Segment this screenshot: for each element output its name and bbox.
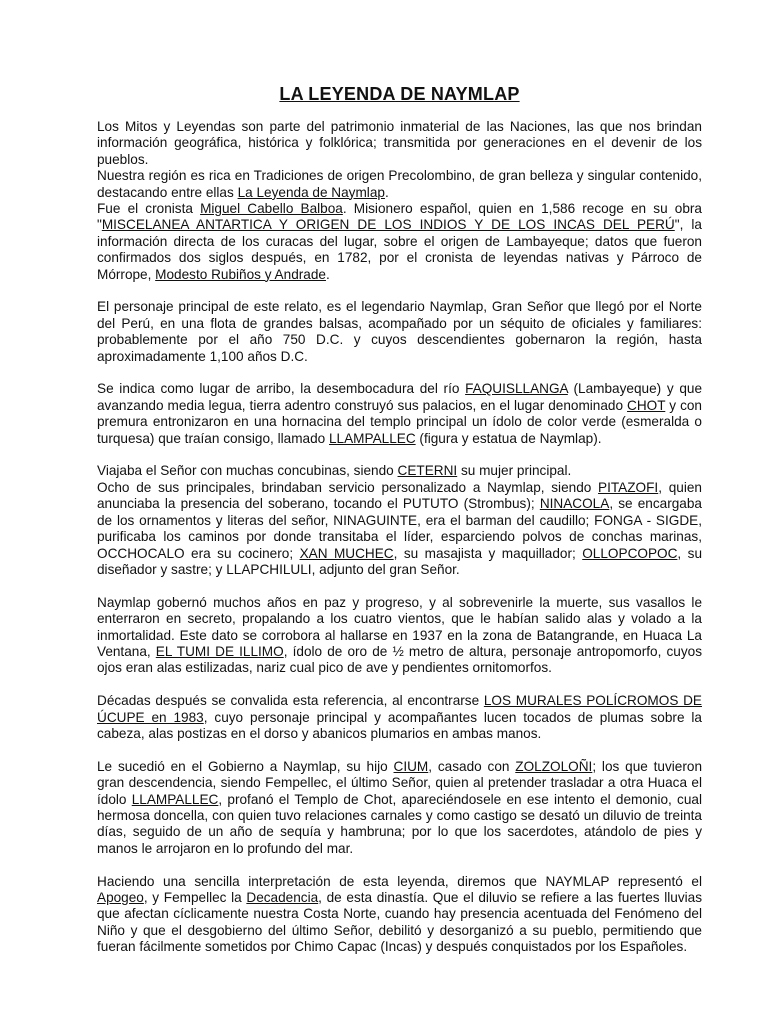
underlined-place: FAQUISLLANGA xyxy=(465,381,568,397)
underlined-artifact: EL TUMI DE ILLIMO xyxy=(155,643,284,659)
text-span: su mujer principal. xyxy=(457,463,572,479)
text-span: . Misionero español, quien en 1,586 recoge en su obra " xyxy=(97,201,702,233)
text-span: , su diseñador y sastre; y LLAPCHILULI, adjunto del gran Señor. xyxy=(97,545,702,577)
text-span: Ocho de sus principales, brindaban servicio personalizado a Naymlap, siendo xyxy=(97,479,599,495)
underlined-phrase: La Leyenda de Naymlap xyxy=(237,184,385,200)
text-span: (Lambayeque) y que avanzando media legua, tierra adentro construyó sus palacios, en el lugar denominado xyxy=(97,381,703,413)
underlined-name: Miguel Cabello Balboa xyxy=(200,201,343,217)
underlined-name: NINACOLA xyxy=(539,496,610,512)
underlined-name: PITAZOFI xyxy=(598,479,659,495)
paragraph-intro-line-1: Los Mitos y Leyendas son parte del patrimonio inmaterial de las Naciones, las que nos brindan información geográfica, histórica y folklórica; transmitida por generaciones en el devenir de los pueblos. xyxy=(97,119,702,167)
underlined-name: CETERNI xyxy=(397,463,458,479)
underlined-name: CIUM xyxy=(393,758,429,774)
text-span: Nuestra región es rica en Tradiciones de origen Precolombino, de gran belleza y singular contenido, destacando entre ellas xyxy=(97,168,702,200)
paragraph-succession xyxy=(97,759,702,857)
paragraph-court-line-1 xyxy=(97,463,702,479)
paragraph-intro xyxy=(97,119,702,283)
text-span: ", la información directa de los curacas del lugar, sobre el origen de Lambayeque; datos que fueron confirmados dos siglos después, en 1782, por el cronista de leyendas nativas y Párroco de Mórrope, xyxy=(97,217,702,282)
underlined-term: Decadencia xyxy=(246,889,319,905)
paragraph-murals xyxy=(97,693,702,742)
underlined-title: MISCELANEA ANTARTICA Y ORIGEN DE LOS INDIOS Y DE LOS INCAS DEL PERÚ xyxy=(101,217,675,233)
underlined-term: Apogeo xyxy=(97,889,144,905)
text-span: , casado con xyxy=(428,758,516,774)
text-span: , quien anunciaba la presencia del soberano, tocando el PUTUTO (Strombus); xyxy=(97,479,702,512)
paragraph-court xyxy=(97,463,702,578)
underlined-place: CHOT xyxy=(627,397,666,413)
paragraph-main-character: El personaje principal de este relato, es el legendario Naymlap, Gran Señor que llegó por el Norte del Perú, en una flota de grandes balsas, acompañado por un séquito de oficiales y familiares: probablemente por el año 750 D.C. y cuyos descendientes gobernaron la región, hasta aproximadamente 1,100 años D.C. xyxy=(97,299,702,364)
paragraph-intro-line-3 xyxy=(97,201,702,283)
text-span: Haciendo una sencilla interpretación de esta leyenda, diremos que NAYMLAP representó el xyxy=(97,873,702,889)
text-span: Fue el cronista xyxy=(97,201,201,217)
paragraph-arrival xyxy=(97,381,702,447)
text-span: Se indica como lugar de arribo, la desembocadura del río xyxy=(97,381,466,397)
text-span: Le sucedió en el Gobierno a Naymlap, su hijo xyxy=(97,758,394,774)
underlined-name: ZOLZOLOÑI xyxy=(515,758,593,774)
text-span: , se encargaba de los ornamentos y literas del señor, NINAGUINTE, era el barman del caudillo; FONGA - SIGDE, purificaba los caminos por donde transitaba el líder, esparciendo polvos de conchas marinas, OCCHOCALO era su cocinero; xyxy=(97,496,702,561)
text-span: , cuyo personaje principal y acompañantes lucen tocados de plumas sobre la cabeza, alas postizas en el dorso y abanicos plumarios en ambas manos. xyxy=(97,709,702,741)
text-span: . xyxy=(384,184,389,200)
text-span: . xyxy=(325,266,330,282)
text-span: , ídolo de oro de ½ metro de altura, personaje antropomorfo, cuyos ojos eran alas estilizadas, nariz cual pico de ave y pendientes ornitomorfos. xyxy=(97,643,702,676)
text-span: ; los que tuvieron gran descendencia, siendo Fempellec, el último Señor, quien al pretender trasladar a otra Huaca el ídolo xyxy=(97,758,702,807)
text-span: , y Fempellec la xyxy=(143,889,247,905)
underlined-name: Modesto Rubiños y Andrade xyxy=(155,266,326,282)
underlined-idol: LLAMPALLEC xyxy=(329,430,416,446)
text-span: (figura y estatua de Naymlap). xyxy=(415,430,602,446)
underlined-idol: LLAMPALLEC xyxy=(131,791,219,807)
underlined-name: XAN MUCHEC xyxy=(299,545,394,561)
paragraph-intro-line-2 xyxy=(97,168,702,201)
text-span: Viajaba el Señor con muchas concubinas, siendo xyxy=(97,463,398,479)
text-span: , su masajista y maquillador; xyxy=(393,545,583,561)
paragraph-burial xyxy=(97,595,702,677)
paragraph-interpretation xyxy=(97,874,702,956)
document-title: LA LEYENDA DE NAYMLAP xyxy=(279,84,520,104)
text-span: , de esta dinastía. Que el diluvio se refiere a las fuertes lluvias que afectan cíclicamente nuestra Costa Norte, cuando hay presencia acentuada del Fenómeno del Niño y que el desgobierno del último Señor, debilitó y desorganizó a su pueblo, permitiendo que fueran fácilmente sometidos por Chimo Capac (Incas) y después conquistados por los Españoles. xyxy=(97,889,703,955)
underlined-name: OLLOPCOPOC xyxy=(582,545,678,561)
paragraph-court-line-2 xyxy=(97,480,702,578)
text-span: y con premura entronizaron en una hornacina del templo principal un ídolo de color verde (esmeralda o turquesa) que traían consigo, llamado xyxy=(97,397,702,446)
text-span: Naymlap gobernó muchos años en paz y progreso, y al sobrevenirle la muerte, sus vasallos le enterraron en secreto, propalando a los cuatro vientos, que le habían salido alas y volado a la inmortalidad. Este dato se corrobora al hallarse en 1937 en la zona de Batangrande, en Huaca La Ventana, xyxy=(97,594,702,659)
underlined-artifact: LOS MURALES POLÍCROMOS DE ÚCUPE en 1983 xyxy=(97,693,702,725)
text-span: , profanó el Templo de Chot, apareciéndosele en ese intento el demonio, cual hermosa doncella, con quien tuvo relaciones carnales y como castigo se desató un diluvio de treinta días, seguido de un año de sequía y hambruna; por lo que los sacerdotes, atándolo de pies y manos le arrojaron en lo profundo del mar. xyxy=(97,791,702,856)
text-span: Décadas después se convalida esta referencia, al encontrarse xyxy=(97,693,484,709)
